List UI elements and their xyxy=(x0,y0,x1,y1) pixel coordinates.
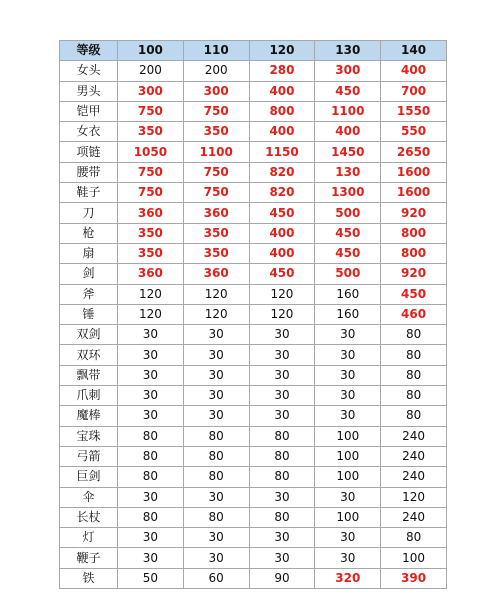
row-label-cell: 双环 xyxy=(60,345,118,365)
value-cell: 390 xyxy=(381,568,447,588)
value-cell: 30 xyxy=(183,406,249,426)
value-cell: 360 xyxy=(118,264,184,284)
table-row xyxy=(60,264,447,284)
value-cell: 820 xyxy=(249,183,315,203)
value-cell: 1450 xyxy=(315,142,381,162)
value-cell: 100 xyxy=(315,507,381,527)
value-cell: 300 xyxy=(183,81,249,101)
value-cell: 30 xyxy=(183,548,249,568)
value-cell: 30 xyxy=(118,548,184,568)
value-cell: 920 xyxy=(381,203,447,223)
value-cell: 350 xyxy=(183,122,249,142)
table-row xyxy=(60,386,447,406)
value-cell: 30 xyxy=(249,365,315,385)
row-label-cell: 女衣 xyxy=(60,122,118,142)
table-row xyxy=(60,243,447,263)
value-cell: 80 xyxy=(183,446,249,466)
value-cell: 30 xyxy=(183,345,249,365)
value-cell: 30 xyxy=(183,386,249,406)
value-cell: 30 xyxy=(315,345,381,365)
table-row xyxy=(60,325,447,345)
value-cell: 50 xyxy=(118,568,184,588)
table-row xyxy=(60,61,447,81)
value-cell: 750 xyxy=(118,162,184,182)
row-label-cell: 双剑 xyxy=(60,325,118,345)
value-cell: 160 xyxy=(315,304,381,324)
value-cell: 80 xyxy=(118,426,184,446)
value-cell: 30 xyxy=(249,548,315,568)
value-cell: 30 xyxy=(249,487,315,507)
value-cell: 2650 xyxy=(381,142,447,162)
value-cell: 30 xyxy=(118,325,184,345)
value-cell: 750 xyxy=(183,101,249,121)
value-cell: 350 xyxy=(118,223,184,243)
value-cell: 80 xyxy=(249,467,315,487)
value-cell: 400 xyxy=(249,122,315,142)
value-cell: 30 xyxy=(183,365,249,385)
value-cell: 240 xyxy=(381,467,447,487)
table-row xyxy=(60,528,447,548)
value-cell: 30 xyxy=(315,325,381,345)
value-cell: 120 xyxy=(118,284,184,304)
value-cell: 700 xyxy=(381,81,447,101)
value-cell: 120 xyxy=(183,304,249,324)
value-cell: 120 xyxy=(249,284,315,304)
value-cell: 450 xyxy=(249,203,315,223)
value-cell: 80 xyxy=(381,386,447,406)
value-cell: 450 xyxy=(315,81,381,101)
value-cell: 240 xyxy=(381,426,447,446)
value-cell: 1150 xyxy=(249,142,315,162)
table-row xyxy=(60,203,447,223)
value-cell: 80 xyxy=(183,507,249,527)
table-row xyxy=(60,507,447,527)
value-cell: 120 xyxy=(118,304,184,324)
value-cell: 450 xyxy=(315,223,381,243)
value-cell: 500 xyxy=(315,203,381,223)
value-cell: 360 xyxy=(183,203,249,223)
header-cell-100: 100 xyxy=(118,41,184,61)
value-cell: 750 xyxy=(118,101,184,121)
value-cell: 320 xyxy=(315,568,381,588)
value-cell: 350 xyxy=(183,243,249,263)
table-row xyxy=(60,467,447,487)
value-cell: 80 xyxy=(183,467,249,487)
value-cell: 240 xyxy=(381,507,447,527)
value-cell: 30 xyxy=(183,325,249,345)
value-cell: 30 xyxy=(118,365,184,385)
value-cell: 820 xyxy=(249,162,315,182)
value-cell: 460 xyxy=(381,304,447,324)
value-cell: 120 xyxy=(381,487,447,507)
value-cell: 100 xyxy=(315,446,381,466)
row-label-cell: 男头 xyxy=(60,81,118,101)
value-cell: 500 xyxy=(315,264,381,284)
value-cell: 100 xyxy=(381,548,447,568)
value-cell: 750 xyxy=(118,183,184,203)
equipment-level-table xyxy=(59,40,447,589)
value-cell: 300 xyxy=(118,81,184,101)
value-cell: 450 xyxy=(315,243,381,263)
value-cell: 1600 xyxy=(381,183,447,203)
header-cell-level: 等级 xyxy=(60,41,118,61)
row-label-cell: 腰带 xyxy=(60,162,118,182)
row-label-cell: 铁 xyxy=(60,568,118,588)
row-label-cell: 扇 xyxy=(60,243,118,263)
table-row xyxy=(60,345,447,365)
value-cell: 200 xyxy=(118,61,184,81)
header-cell-140: 140 xyxy=(381,41,447,61)
value-cell: 450 xyxy=(381,284,447,304)
value-cell: 30 xyxy=(315,528,381,548)
row-label-cell: 枪 xyxy=(60,223,118,243)
value-cell: 750 xyxy=(183,183,249,203)
row-label-cell: 飘带 xyxy=(60,365,118,385)
value-cell: 30 xyxy=(249,386,315,406)
value-cell: 30 xyxy=(249,325,315,345)
row-label-cell: 剑 xyxy=(60,264,118,284)
value-cell: 80 xyxy=(381,406,447,426)
value-cell: 30 xyxy=(315,386,381,406)
value-cell: 80 xyxy=(381,365,447,385)
value-cell: 400 xyxy=(315,122,381,142)
row-label-cell: 锤 xyxy=(60,304,118,324)
table-row xyxy=(60,426,447,446)
row-label-cell: 爪刺 xyxy=(60,386,118,406)
value-cell: 30 xyxy=(118,345,184,365)
value-cell: 120 xyxy=(249,304,315,324)
value-cell: 30 xyxy=(249,406,315,426)
row-label-cell: 巨剑 xyxy=(60,467,118,487)
value-cell: 80 xyxy=(249,446,315,466)
table-row xyxy=(60,122,447,142)
value-cell: 30 xyxy=(118,386,184,406)
value-cell: 30 xyxy=(118,528,184,548)
value-cell: 30 xyxy=(315,548,381,568)
row-label-cell: 刀 xyxy=(60,203,118,223)
value-cell: 550 xyxy=(381,122,447,142)
value-cell: 360 xyxy=(183,264,249,284)
value-cell: 1300 xyxy=(315,183,381,203)
value-cell: 400 xyxy=(249,81,315,101)
row-label-cell: 鞭子 xyxy=(60,548,118,568)
value-cell: 90 xyxy=(249,568,315,588)
value-cell: 100 xyxy=(315,426,381,446)
value-cell: 200 xyxy=(183,61,249,81)
value-cell: 30 xyxy=(315,406,381,426)
table-row xyxy=(60,284,447,304)
value-cell: 750 xyxy=(183,162,249,182)
value-cell: 80 xyxy=(118,507,184,527)
header-cell-110: 110 xyxy=(183,41,249,61)
table-row xyxy=(60,81,447,101)
value-cell: 400 xyxy=(249,243,315,263)
value-cell: 30 xyxy=(315,365,381,385)
table-header xyxy=(60,41,447,61)
value-cell: 350 xyxy=(118,243,184,263)
row-label-cell: 铠甲 xyxy=(60,101,118,121)
value-cell: 80 xyxy=(118,467,184,487)
value-cell: 60 xyxy=(183,568,249,588)
value-cell: 30 xyxy=(249,345,315,365)
value-cell: 80 xyxy=(249,507,315,527)
value-cell: 30 xyxy=(118,487,184,507)
value-cell: 1550 xyxy=(381,101,447,121)
table-row xyxy=(60,162,447,182)
value-cell: 30 xyxy=(315,487,381,507)
value-cell: 240 xyxy=(381,446,447,466)
value-cell: 80 xyxy=(381,345,447,365)
value-cell: 1100 xyxy=(183,142,249,162)
value-cell: 280 xyxy=(249,61,315,81)
row-label-cell: 斧 xyxy=(60,284,118,304)
value-cell: 400 xyxy=(249,223,315,243)
value-cell: 800 xyxy=(249,101,315,121)
header-cell-130: 130 xyxy=(315,41,381,61)
value-cell: 1600 xyxy=(381,162,447,182)
value-cell: 920 xyxy=(381,264,447,284)
value-cell: 1050 xyxy=(118,142,184,162)
value-cell: 160 xyxy=(315,284,381,304)
row-label-cell: 弓箭 xyxy=(60,446,118,466)
row-label-cell: 女头 xyxy=(60,61,118,81)
value-cell: 400 xyxy=(381,61,447,81)
table-row xyxy=(60,101,447,121)
value-cell: 800 xyxy=(381,243,447,263)
row-label-cell: 项链 xyxy=(60,142,118,162)
value-cell: 30 xyxy=(183,528,249,548)
value-cell: 1100 xyxy=(315,101,381,121)
row-label-cell: 宝珠 xyxy=(60,426,118,446)
header-cell-120: 120 xyxy=(249,41,315,61)
row-label-cell: 伞 xyxy=(60,487,118,507)
row-label-cell: 魔棒 xyxy=(60,406,118,426)
value-cell: 80 xyxy=(249,426,315,446)
value-cell: 80 xyxy=(183,426,249,446)
value-cell: 30 xyxy=(118,406,184,426)
value-cell: 130 xyxy=(315,162,381,182)
value-cell: 30 xyxy=(183,487,249,507)
table-row xyxy=(60,223,447,243)
value-cell: 80 xyxy=(381,528,447,548)
table-row xyxy=(60,487,447,507)
row-label-cell: 灯 xyxy=(60,528,118,548)
table-body xyxy=(60,61,447,589)
value-cell: 120 xyxy=(183,284,249,304)
value-cell: 30 xyxy=(249,528,315,548)
value-cell: 350 xyxy=(183,223,249,243)
header-row xyxy=(60,41,447,61)
table-row xyxy=(60,142,447,162)
value-cell: 100 xyxy=(315,467,381,487)
value-cell: 300 xyxy=(315,61,381,81)
value-cell: 80 xyxy=(381,325,447,345)
table-row xyxy=(60,365,447,385)
value-cell: 450 xyxy=(249,264,315,284)
row-label-cell: 长杖 xyxy=(60,507,118,527)
row-label-cell: 鞋子 xyxy=(60,183,118,203)
table-row xyxy=(60,183,447,203)
value-cell: 350 xyxy=(118,122,184,142)
table-row xyxy=(60,548,447,568)
table-row xyxy=(60,406,447,426)
value-cell: 360 xyxy=(118,203,184,223)
value-cell: 800 xyxy=(381,223,447,243)
value-cell: 80 xyxy=(118,446,184,466)
table-row xyxy=(60,446,447,466)
table-row xyxy=(60,304,447,324)
table-row xyxy=(60,568,447,588)
